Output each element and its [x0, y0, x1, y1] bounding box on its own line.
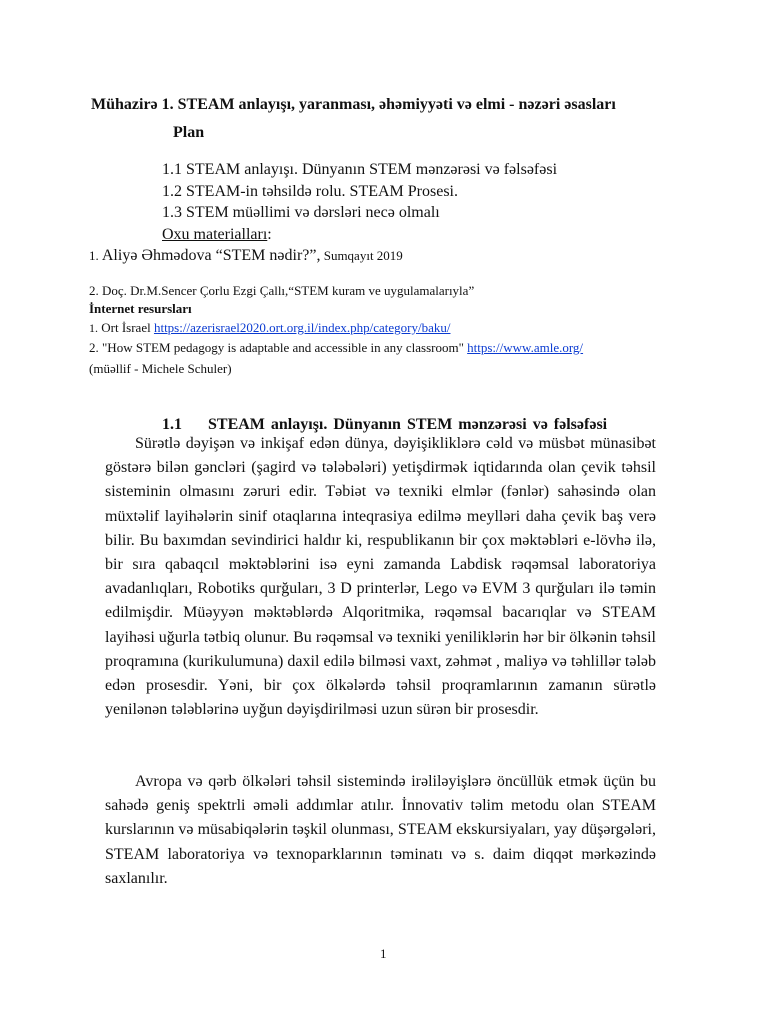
internet-item-2-author: (müəllif - Michele Schuler) — [89, 361, 232, 376]
plan-item-1: 1.1 STEAM anlayışı. Dünyanın STEM mənzərəsi və fəlsəfəsi — [162, 161, 558, 178]
ort-israel-link[interactable]: https://azerisrael2020.ort.org.il/index.php/category/baku/ — [153, 320, 451, 335]
plan-item-2: 1.2 STEAM-in təhsildə rolu. STEAM Prosesi. — [162, 183, 458, 200]
plan-item-3: 1.3 STEM müəllimi və dərsləri necə olmalı — [162, 204, 440, 221]
amle-link[interactable]: https://www.amle.org/ — [467, 340, 584, 355]
internet-resources-heading: İnternet resursları — [89, 301, 192, 316]
paragraph-1: Sürətlə dəyişən və inkişaf edən dünya, dəyişikliklərə cəld və müsbət münasibət göstərə bilən gəncləri (şagird və tələbələri) yetişdirmək iqtidarında olan çevik təhsil sisteminin olmasını zəruri edir. Təbiət və texniki elmlər (fənlər) sahəsində olan müxtəlif layihələrin sinif otaqlarına inteqrasiya edilmə meylləri daha çevik baş verə bilir. Bu baxımdan sevindirici haldır ki, respublikanın bir çox məktəbləri e-lövhə ilə, bir sıra qabaqcıl məktəblərini isə eyni zamanda Labdisk rəqəmsal laboratoriya avadanlıqları, Robotiks qurğuları, 3 D printerlər, Lego və EVM 3 qurğuları ilə təmin edilmişdir. Müəyyən məktəblərdə Alqoritmika, rəqəmsal bacarıqlar və STEAM layihəsi uğurla tətbiq olunur. Bu rəqəmsal və texniki yeniliklərin hər bir ölkənin təhsil proqramına (kurikulumuna) daxil edilə bilməsi vaxt, zəhmət , maliyə və təhlillər tələb edən prosesdir. Yəni, bir çox ölkələrdə təhsil proqramlarının zamanın sürətlə yenilənən tələblərinə uyğun dəyişdirilməsi uzun sürən bir prosesdir. — [105, 435, 656, 719]
internet-item-2: 2. "How STEM pedagogy is adaptable and accessible in any classroom" https://www.amle.org/ — [89, 340, 584, 355]
internet-item-1: 1. Ort İsrael https://azerisrael2020.ort.org.il/index.php/category/baku/ — [89, 320, 451, 335]
reading-item-1: 1. Aliyə Əhmədova “STEM nədir?”, Sumqayıt 2019 — [89, 247, 403, 264]
paragraph-2: Avropa və qərb ölkələri təhsil sistemində irəliləyişlərə öncüllük etmək üçün bu sahədə geniş spektrli əməli addımlar atılır. İnnovativ təlim metodu olan STEAM kurslarının və müsabiqələrin təşkil olunması, STEAM ekskursiyaları, yay düşərgələri, STEAM laboratoriya və texnoparklarının təminatı və s. daim diqqət mərkəzində saxlanılır. — [105, 773, 656, 887]
lecture-title: Mühazirə 1. STEAM anlayışı, yaranması, əhəmiyyəti və elmi - nəzəri əsasları — [91, 96, 616, 113]
reading-materials-heading: Oxu materialları: — [162, 226, 272, 243]
section-title: STEAM anlayışı. Dünyanın STEM mənzərəsi və fəlsəfəsi — [208, 416, 608, 433]
page-number: 1 — [380, 946, 387, 961]
reading-item-2: 2. Doç. Dr.M.Sencer Çorlu Ezgi Çallı,“STEM kuram ve uygulamalarıyla” — [89, 283, 475, 298]
plan-heading: Plan — [173, 124, 205, 141]
section-number: 1.1 — [162, 416, 182, 433]
